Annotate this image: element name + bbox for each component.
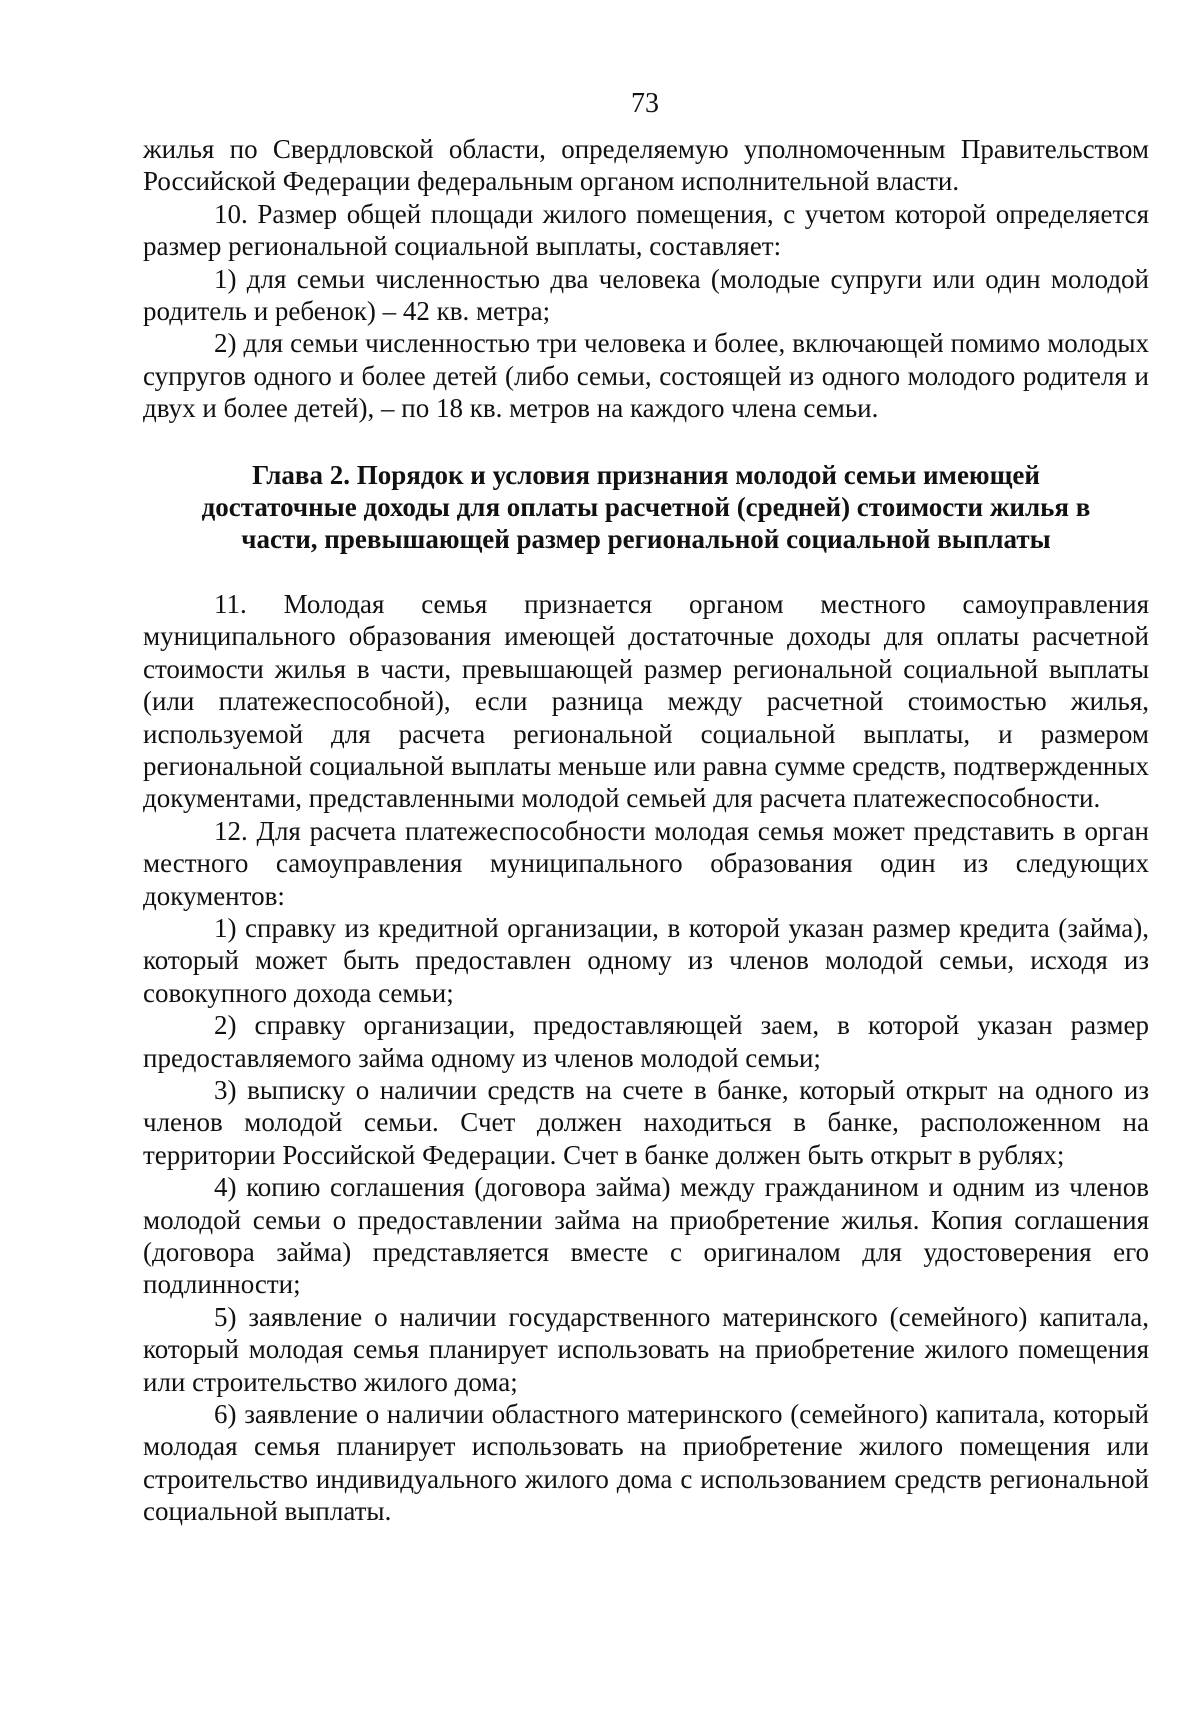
paragraph-10-item-2: 2) для семьи численностью три человека и более, включающей помимо молодых супругов одного и более детей (либо семьи, состоящей из одного молодого родителя и двух и более детей), – по 18 кв. метров на каждого члена семьи. bbox=[143, 328, 1149, 424]
paragraph-10: 10. Размер общей площади жилого помещения, с учетом которой определяется размер региональной социальной выплаты, составляет: bbox=[143, 198, 1149, 262]
page-number: 73 bbox=[631, 88, 659, 119]
paragraph-12-item-2: 2) справку организации, предоставляющей заем, в которой указан размер предоставляемого займа одному из членов молодой семьи; bbox=[143, 1010, 1149, 1073]
paragraph-12-item-4: 4) копию соглашения (договора займа) между гражданином и одним из членов молодой семьи о предоставлении займа на приобретение жилья. Копия соглашения (договора займа) представляется вместе с оригиналом для удостоверения его подлинности; bbox=[143, 1172, 1149, 1300]
chapter-heading: Глава 2. Порядок и условия признания молодой семьи имеющей достаточные доходы для оплаты расчетной (средней) стоимости жилья в части, превышающей размер региональной социальной выплаты bbox=[201, 459, 1091, 555]
paragraph-11: 11. Молодая семья признается органом местного самоуправления муниципального образования имеющей достаточные доходы для оплаты расчетной стоимости жилья в части, превышающей размер региональной социальной выплаты (или платежеспособной), если разница между расчетной стоимостью жилья, используемой для расчета региональной социальной выплаты, и размером региональной социальной выплаты меньше или равна сумме средств, подтвержденных документами, представленными молодой семьей для расчета платежеспособности. bbox=[143, 588, 1149, 814]
document-body bbox=[143, 133, 1149, 1528]
paragraph-12-item-5: 5) заявление о наличии государственного материнского (семейного) капитала, который молодая семья планирует использовать на приобретение жилого помещения или строительство жилого дома; bbox=[143, 1301, 1149, 1397]
paragraph-12: 12. Для расчета платежеспособности молодая семья может представить в орган местного самоуправления муниципального образования один из следующих документов: bbox=[143, 815, 1149, 911]
paragraph-10-item-1: 1) для семьи численностью два человека (молодые супруги или один молодой родитель и ребенок) – 42 кв. метра; bbox=[143, 263, 1149, 327]
paragraph-12-item-3: 3) выписку о наличии средств на счете в банке, который открыт на одного из членов молодой семьи. Счет должен находиться в банке, расположенном на территории Российской Федерации. Счет в банке должен быть открыт в рублях; bbox=[143, 1074, 1149, 1170]
paragraph-12-item-6: 6) заявление о наличии областного материнского (семейного) капитала, который молодая семья планирует использовать на приобретение жилого помещения или строительство индивидуального жилого дома с использованием средств региональной социальной выплаты. bbox=[143, 1399, 1149, 1527]
paragraph-12-item-1: 1) справку из кредитной организации, в которой указан размер кредита (займа), который может быть предоставлен одному из членов молодой семьи, исходя из совокупного дохода семьи; bbox=[143, 912, 1149, 1008]
paragraph-continuation: жилья по Свердловской области, определяемую уполномоченным Правительством Российской Федерации федеральным органом исполнительной власти. bbox=[143, 134, 1149, 197]
